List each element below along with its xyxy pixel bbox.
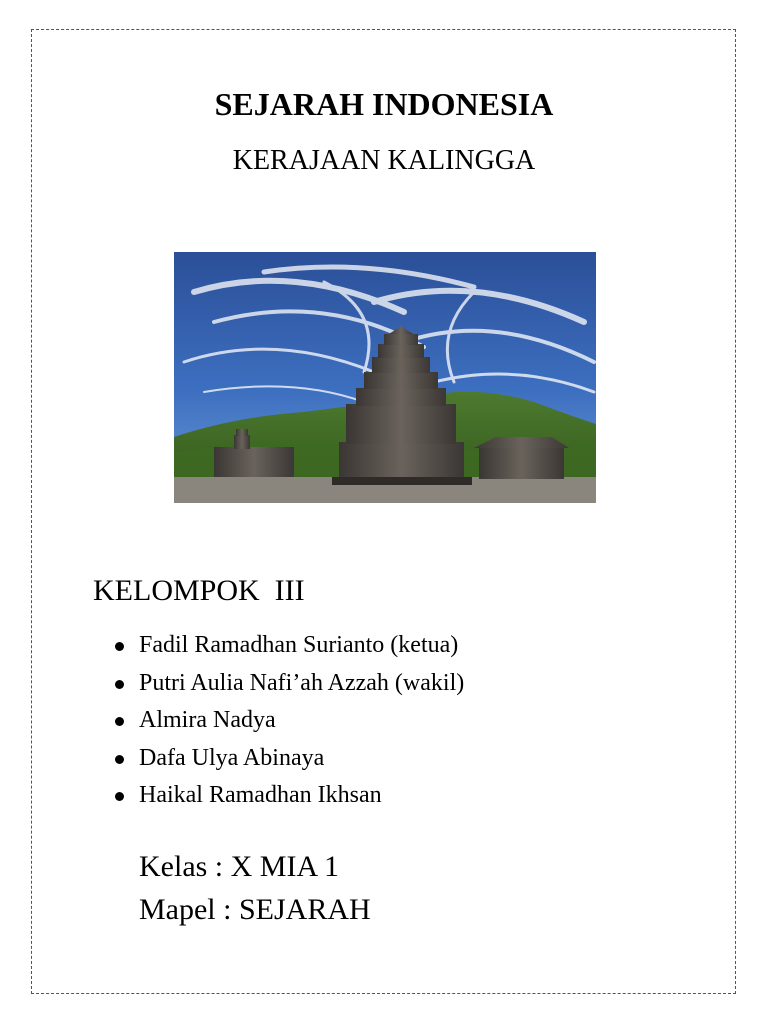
list-item [112, 780, 464, 818]
subject-line: Mapel : SEJARAH [139, 893, 371, 926]
bullet-icon [115, 755, 124, 764]
list-item [112, 630, 464, 668]
document-subtitle: KERAJAAN KALINGGA [232, 145, 536, 176]
class-line: Kelas : X MIA 1 [139, 850, 339, 883]
member-name: Fadil Ramadhan Surianto (ketua) [139, 632, 459, 658]
member-name: Putri Aulia Nafi’ah Azzah (wakil) [139, 669, 465, 696]
bullet-icon [115, 792, 124, 801]
bullet-icon [115, 717, 124, 726]
member-list [112, 630, 464, 818]
document-title: SEJARAH INDONESIA [214, 86, 554, 122]
member-name: Dafa Ulya Abinaya [139, 744, 325, 771]
member-name: Almira Nadya [139, 707, 276, 733]
bullet-icon [115, 680, 124, 689]
list-item [112, 743, 464, 781]
group-heading: KELOMPOK III [93, 574, 305, 607]
temple-photo [174, 252, 596, 503]
member-name: Haikal Ramadhan Ikhsan [139, 782, 382, 808]
list-item [112, 705, 464, 743]
bullet-icon [115, 642, 124, 651]
list-item [112, 668, 464, 706]
